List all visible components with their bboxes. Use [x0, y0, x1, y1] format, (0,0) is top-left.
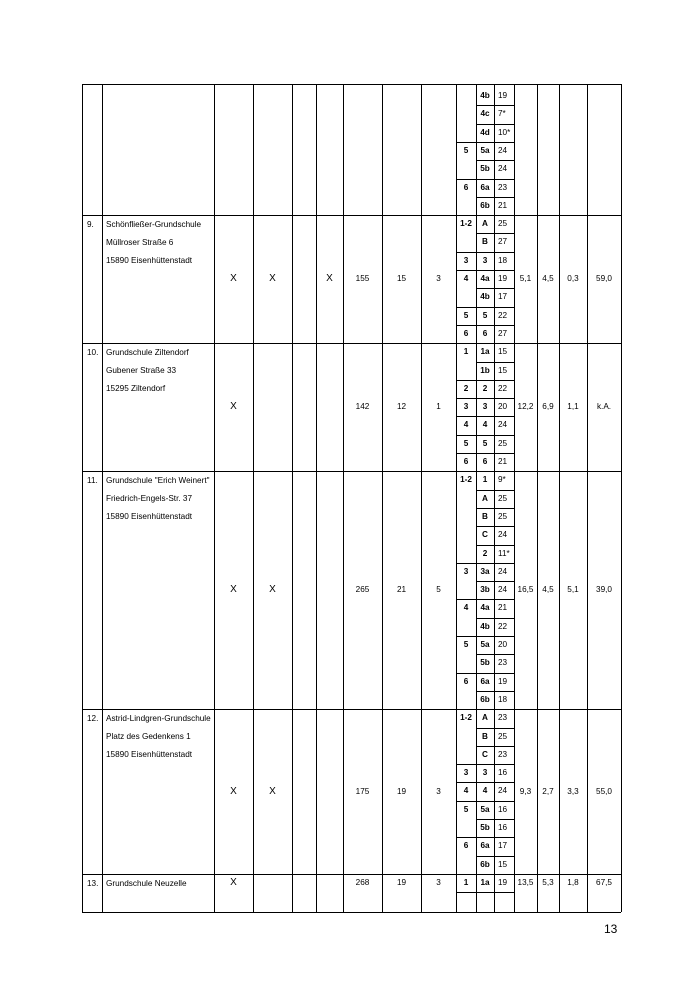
class-size: 21: [498, 457, 508, 466]
table-row-rule: [456, 673, 476, 674]
team-count: 3: [436, 878, 441, 888]
table-row-rule: [456, 892, 476, 893]
class-size: 23: [498, 749, 508, 759]
class-size: 15: [498, 365, 508, 375]
class-label: 3: [482, 402, 488, 412]
percentage-value: 16,5: [517, 585, 534, 595]
class-label: 6: [482, 328, 488, 338]
table-column-rule: [316, 84, 317, 912]
percentage-value: 5,1: [567, 585, 579, 595]
class-label: 1: [482, 475, 488, 485]
grade-label: 4: [463, 603, 469, 613]
pupil-count: 155: [355, 274, 370, 284]
school-address-line: Astrid-Lindgren-Grundschule: [106, 714, 211, 724]
table-row-rule: [82, 215, 621, 216]
table-row-rule: [82, 874, 621, 875]
criteria-mark: X: [269, 584, 276, 596]
percentage-value: 3,3: [567, 786, 579, 796]
school-number: 12.: [87, 714, 99, 724]
class-label: 2: [482, 383, 488, 393]
class-label: 5b: [480, 823, 490, 832]
school-address-line: Platz des Gedenkens 1: [106, 732, 191, 742]
school-address-line: 15890 Eisenhüttenstadt: [106, 750, 193, 760]
table-column-rule: [587, 84, 588, 912]
school-address-line: Schönfließer-Grundschule: [106, 220, 202, 230]
table-row-rule: [82, 709, 621, 710]
table-row-rule: [456, 142, 476, 143]
grade-label: 6: [463, 182, 469, 192]
class-size: 20: [498, 640, 508, 649]
school-number: 11.: [87, 476, 98, 486]
percentage-value: 59,0: [596, 274, 612, 284]
table-row-rule: [82, 343, 621, 344]
pupil-count: 268: [355, 878, 370, 888]
table-row-rule: [476, 892, 514, 893]
class-count: 19: [396, 786, 407, 796]
grade-label: 2: [463, 383, 469, 393]
class-label: 5a: [480, 640, 490, 649]
class-label: A: [482, 493, 488, 503]
class-size: 24: [498, 786, 508, 796]
grade-label: 4: [463, 274, 469, 283]
class-size: 17: [498, 292, 508, 302]
class-label: 5a: [480, 145, 490, 155]
grade-label: 1: [463, 877, 469, 887]
table-row-rule: [456, 179, 476, 180]
pupil-count: 142: [355, 402, 370, 412]
class-size: 22: [498, 621, 508, 631]
table-column-rule: [82, 84, 83, 912]
class-size: 19: [498, 91, 508, 100]
class-label: B: [482, 511, 488, 521]
class-size: 27: [498, 237, 508, 247]
table-row-rule: [82, 84, 621, 85]
class-label: 6b: [480, 200, 490, 210]
class-label: 5b: [480, 164, 490, 174]
class-label: 2: [482, 548, 488, 558]
table-row-rule: [476, 325, 514, 326]
class-label: B: [482, 237, 488, 247]
grade-label: 6: [463, 841, 469, 851]
class-size: 21: [498, 603, 508, 613]
table-row-rule: [476, 801, 514, 802]
percentage-value: 5,1: [519, 274, 532, 284]
class-size: 18: [498, 694, 508, 704]
class-size: 15: [498, 859, 508, 869]
school-address-line: Grundschule Ziltendorf: [106, 348, 189, 358]
team-count: 5: [436, 585, 441, 595]
table-row-rule: [476, 746, 514, 747]
table-row-rule: [456, 325, 476, 326]
table-row-rule: [476, 160, 514, 161]
table-row-rule: [456, 801, 476, 802]
grade-label: 5: [463, 804, 469, 814]
table-column-rule: [621, 84, 622, 912]
class-label: 6a: [480, 182, 490, 192]
class-label: 4: [482, 420, 488, 430]
class-label: 5: [482, 438, 488, 448]
table-row-rule: [476, 124, 514, 125]
school-number: 13.: [87, 878, 99, 888]
table-row-rule: [476, 764, 514, 765]
table-row-rule: [82, 912, 621, 913]
school-address-line: Gubener Straße 33: [106, 366, 177, 376]
class-label: 6a: [480, 676, 490, 686]
class-size: 19: [498, 877, 508, 887]
table-row-rule: [476, 563, 514, 564]
class-label: 4c: [480, 109, 490, 119]
class-size: 17: [498, 841, 508, 851]
class-label: 6: [482, 457, 488, 466]
table-row-rule: [456, 563, 476, 564]
class-label: 1b: [480, 365, 490, 375]
class-size: 24: [498, 585, 508, 595]
class-size: 19: [498, 274, 508, 283]
class-label: A: [482, 713, 488, 723]
table-column-rule: [421, 84, 422, 912]
table-row-rule: [476, 819, 514, 820]
table-row-rule: [476, 673, 514, 674]
table-row-rule: [82, 471, 621, 472]
school-address-line: Müllroser Straße 6: [106, 238, 174, 248]
grade-label: 6: [463, 328, 469, 338]
grade-label: 5: [463, 145, 469, 155]
school-address-line: Friedrich-Engels-Str. 37: [106, 494, 193, 504]
class-size: 24: [498, 566, 508, 576]
class-size: 7*: [498, 109, 506, 119]
table-row-rule: [476, 508, 514, 509]
school-number: 9.: [87, 220, 94, 230]
table-row-rule: [476, 837, 514, 838]
class-count: 15: [396, 274, 407, 284]
class-size: 9*: [498, 475, 506, 485]
class-size: 16: [498, 768, 508, 778]
table-row-rule: [476, 599, 514, 600]
percentage-value: 0,3: [567, 274, 579, 284]
table-column-rule: [514, 84, 515, 912]
grade-label: 1-2: [460, 713, 472, 723]
table-row-rule: [476, 288, 514, 289]
school-address-line: 15295 Ziltendorf: [106, 384, 166, 394]
class-label: 4b: [480, 292, 490, 302]
school-address-line: Grundschule Neuzelle: [106, 878, 187, 888]
table-row-rule: [456, 270, 476, 271]
class-label: 3: [482, 255, 488, 265]
table-row-rule: [476, 233, 514, 234]
percentage-value: 13,5: [517, 878, 534, 888]
table-column-rule: [456, 84, 457, 912]
class-count: 12: [396, 402, 407, 412]
table-row-rule: [476, 453, 514, 454]
table-row-rule: [476, 728, 514, 729]
grade-label: 6: [463, 676, 469, 686]
criteria-mark: X: [230, 401, 237, 413]
pupil-count: 265: [355, 585, 370, 595]
class-label: 1a: [480, 877, 490, 887]
percentage-value: 6,9: [542, 402, 554, 412]
table-column-rule: [102, 84, 103, 912]
criteria-mark: X: [269, 273, 276, 285]
criteria-mark: X: [230, 785, 237, 797]
percentage-value: 4,5: [542, 585, 554, 595]
class-label: B: [482, 731, 488, 741]
pupil-count: 175: [355, 786, 370, 796]
table-row-rule: [476, 856, 514, 857]
table-row-rule: [456, 453, 476, 454]
class-label: 4a: [480, 603, 490, 613]
grade-label: 3: [463, 255, 469, 265]
class-size: 25: [498, 438, 508, 448]
grade-label: 5: [463, 310, 469, 320]
table-column-rule: [382, 84, 383, 912]
grade-label: 3: [463, 402, 469, 412]
class-count: 19: [396, 878, 407, 888]
table-row-rule: [476, 252, 514, 253]
class-size: 25: [498, 493, 508, 503]
percentage-value: 2,7: [542, 786, 554, 796]
percentage-value: k.A.: [596, 402, 612, 412]
class-label: 3b: [480, 585, 490, 595]
class-size: 25: [498, 511, 508, 521]
table-row-rule: [456, 599, 476, 600]
grade-label: 6: [463, 457, 469, 466]
table-row-rule: [476, 105, 514, 106]
class-size: 24: [498, 420, 508, 430]
table-column-rule: [537, 84, 538, 912]
grade-label: 1: [463, 347, 469, 357]
class-size: 11*: [498, 548, 510, 558]
criteria-mark: X: [269, 785, 276, 797]
table-row-rule: [456, 380, 476, 381]
class-label: 4b: [480, 621, 490, 631]
table-row-rule: [456, 435, 476, 436]
table-row-rule: [476, 782, 514, 783]
class-size: 19: [498, 676, 508, 686]
class-size: 21: [498, 200, 508, 210]
table-row-rule: [456, 837, 476, 838]
class-size: 24: [498, 530, 508, 540]
table-row-rule: [476, 654, 514, 655]
class-label: 4d: [480, 127, 490, 137]
table-row-rule: [476, 490, 514, 491]
table-row-rule: [456, 252, 476, 253]
class-size: 22: [498, 310, 508, 320]
table-column-rule: [559, 84, 560, 912]
class-size: 18: [498, 255, 508, 265]
class-size: 25: [498, 731, 508, 741]
class-label: 6a: [480, 841, 490, 851]
table-row-rule: [476, 618, 514, 619]
class-size: 24: [498, 145, 508, 155]
table-row-rule: [476, 691, 514, 692]
table-row-rule: [456, 764, 476, 765]
class-size: 25: [498, 219, 508, 229]
criteria-mark: X: [230, 273, 237, 285]
page-number: 13: [604, 922, 618, 936]
percentage-value: 1,8: [567, 878, 579, 888]
class-label: 4a: [480, 274, 490, 283]
table-row-rule: [456, 398, 476, 399]
class-size: 10*: [498, 127, 511, 137]
table-row-rule: [456, 307, 476, 308]
table-row-rule: [476, 526, 514, 527]
school-number: 10.: [87, 348, 99, 358]
grade-label: 3: [463, 566, 469, 576]
class-label: 5b: [480, 658, 490, 668]
class-count: 21: [396, 585, 407, 595]
grade-label: 4: [463, 420, 469, 430]
class-size: 16: [498, 823, 508, 832]
table-row-rule: [476, 307, 514, 308]
criteria-mark: X: [230, 877, 237, 889]
table-column-rule: [476, 84, 477, 912]
school-address-line: 15890 Eisenhüttenstadt: [106, 512, 193, 522]
class-size: 23: [498, 713, 508, 723]
class-size: 23: [498, 182, 508, 192]
class-label: 3: [482, 768, 488, 778]
table-row-rule: [476, 380, 514, 381]
class-label: 6b: [480, 694, 490, 704]
class-size: 23: [498, 658, 508, 668]
table-row-rule: [476, 581, 514, 582]
class-label: C: [482, 530, 488, 540]
table-row-rule: [476, 179, 514, 180]
percentage-value: 5,3: [542, 878, 554, 888]
class-label: 5: [482, 310, 488, 320]
class-size: 16: [498, 804, 508, 814]
percentage-value: 67,5: [596, 878, 612, 888]
table-column-rule: [292, 84, 293, 912]
criteria-mark: X: [230, 584, 237, 596]
table-row-rule: [476, 398, 514, 399]
grade-label: 4: [463, 786, 469, 796]
school-address-line: 15890 Eisenhüttenstadt: [106, 256, 193, 266]
table-row-rule: [476, 142, 514, 143]
team-count: 3: [436, 786, 441, 796]
grade-label: 1-2: [460, 219, 472, 229]
class-size: 20: [498, 402, 508, 412]
grade-label: 5: [463, 438, 469, 448]
table-column-rule: [343, 84, 344, 912]
school-address-line: Grundschule "Erich Weinert": [106, 476, 210, 486]
class-size: 24: [498, 164, 508, 174]
class-label: A: [482, 219, 488, 229]
percentage-value: 1,1: [567, 402, 579, 412]
table-row-rule: [456, 636, 476, 637]
table-row-rule: [476, 362, 514, 363]
percentage-value: 39,0: [596, 585, 612, 595]
class-size: 15: [498, 347, 508, 357]
team-count: 3: [436, 274, 441, 284]
table-row-rule: [476, 416, 514, 417]
percentage-value: 12,2: [517, 402, 534, 412]
percentage-value: 55,0: [596, 786, 612, 796]
class-label: 3a: [480, 566, 490, 576]
class-size: 27: [498, 328, 508, 338]
table-row-rule: [476, 545, 514, 546]
percentage-value: 4,5: [542, 274, 554, 284]
table-row-rule: [476, 435, 514, 436]
class-size: 22: [498, 383, 508, 393]
class-label: 6b: [480, 859, 490, 869]
table-column-rule: [253, 84, 254, 912]
table-row-rule: [456, 782, 476, 783]
class-label: 4b: [480, 91, 490, 100]
grade-label: 3: [463, 768, 469, 778]
class-label: 4: [482, 786, 488, 796]
table-row-rule: [476, 197, 514, 198]
class-label: 1a: [480, 347, 490, 357]
grade-label: 5: [463, 640, 469, 649]
table-row-rule: [456, 416, 476, 417]
class-label: 5a: [480, 804, 490, 814]
table-row-rule: [476, 636, 514, 637]
class-label: C: [482, 749, 488, 759]
percentage-value: 9,3: [519, 786, 532, 796]
team-count: 1: [436, 402, 441, 412]
criteria-mark: X: [326, 273, 333, 285]
grade-label: 1-2: [460, 475, 472, 485]
table-column-rule: [494, 84, 495, 912]
table-row-rule: [476, 270, 514, 271]
table-column-rule: [214, 84, 215, 912]
